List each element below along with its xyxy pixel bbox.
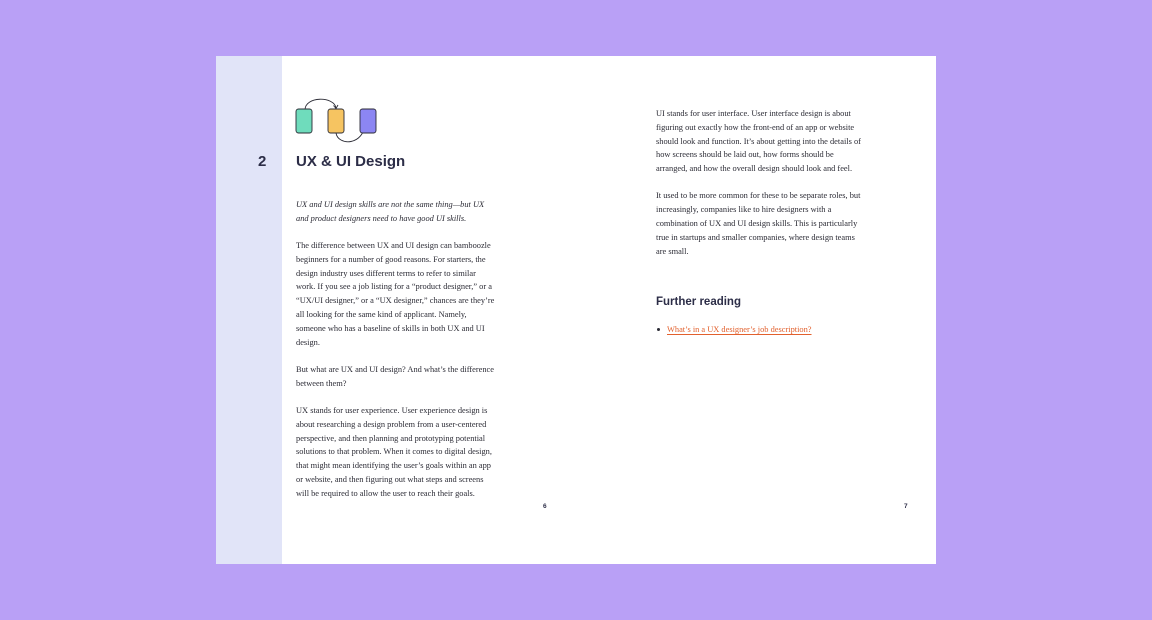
left-page-body bbox=[296, 198, 496, 514]
further-reading-link[interactable]: What’s in a UX designer’s job description? bbox=[667, 325, 812, 334]
body-paragraph: It used to be more common for these to be separate roles, but increasingly, companies like to hire designers with a combination of UX and UI design skills. This is particularly true in startups and smaller companies, where design teams are small. bbox=[656, 191, 861, 256]
ux-flow-cards-icon bbox=[294, 98, 380, 146]
further-reading-heading: Further reading bbox=[656, 296, 741, 308]
right-page-body bbox=[656, 107, 862, 272]
chapter-number: 2 bbox=[258, 153, 267, 170]
lead-paragraph: UX and UI design skills are not the same thing—but UX and product designers need to have good UI skills. bbox=[296, 200, 485, 223]
page-number-right: 7 bbox=[904, 503, 908, 510]
chapter-side-band bbox=[216, 56, 282, 564]
further-reading-list bbox=[656, 323, 812, 337]
body-paragraph: UI stands for user interface. User interface design is about figuring out exactly how the front-end of an app or website should look and function. It’s about getting into the details of how screens should be laid out, how forms should be arranged, and how the overall design should look and feel. bbox=[656, 109, 861, 174]
page-number-left: 6 bbox=[543, 503, 547, 510]
list-item bbox=[656, 323, 812, 337]
chapter-title: UX & UI Design bbox=[296, 153, 406, 170]
body-paragraph: The difference between UX and UI design can bamboozle beginners for a number of good reasons. For starters, the design industry uses different terms to refer to similar work. If you see a job listing for a “product designer,” or a “UX/UI designer,” or a “UX designer,” chances are they’re all looking for the same kind of applicant. Namely, someone who has a baseline of skills in both UX and UI design. bbox=[296, 241, 495, 347]
bullet-icon bbox=[657, 328, 660, 331]
body-paragraph: But what are UX and UI design? And what’s the difference between them? bbox=[296, 364, 494, 388]
body-paragraph: UX stands for user experience. User experience design is about researching a design problem from a user-centered perspective, and then planning and prototyping potential solutions to that problem. When it comes to digital design, that might mean identifying the user’s goals within an app or website, and then figuring out what steps and screens will be required to allow the user to reach their goals. bbox=[296, 406, 492, 498]
